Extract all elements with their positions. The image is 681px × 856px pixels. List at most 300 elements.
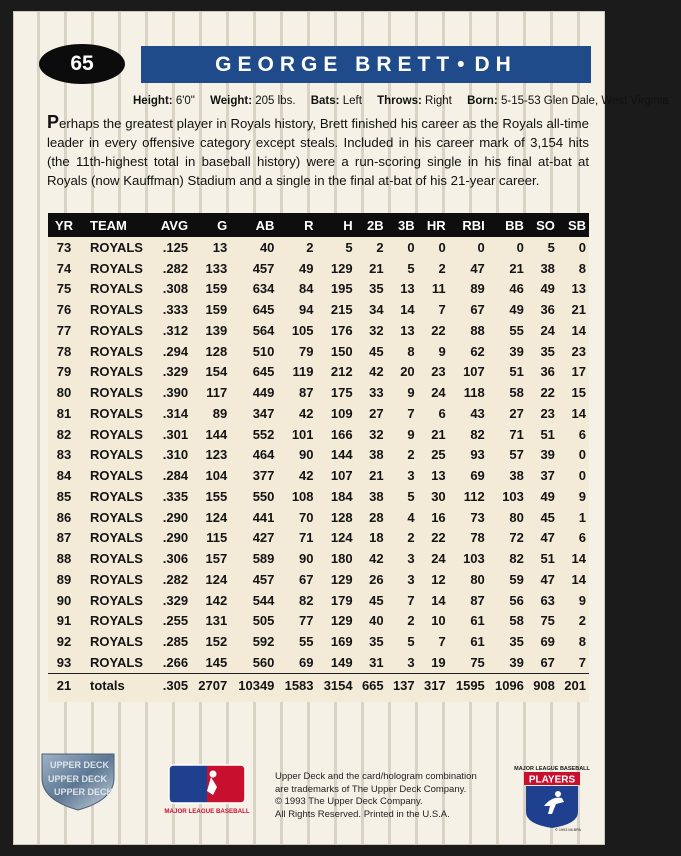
stats-cell-hr: 25 xyxy=(431,447,446,463)
stats-cell-team: ROYALS xyxy=(90,488,143,504)
stats-cell-sb: 0 xyxy=(578,468,586,484)
stats-cell-rbi: 93 xyxy=(470,447,485,463)
stats-cell-3b: 14 xyxy=(400,302,415,318)
stats-cell-3b: 4 xyxy=(407,509,415,525)
stats-cell-3b: 7 xyxy=(407,592,415,608)
stats-cell-ab: 589 xyxy=(252,551,275,567)
stats-cell-so: 47 xyxy=(540,571,555,587)
stats-header-avg: AVG xyxy=(154,213,191,237)
stats-row xyxy=(48,486,589,507)
stats-cell-g: 159 xyxy=(205,302,228,318)
stats-cell-team: ROYALS xyxy=(90,322,143,338)
stats-cell-2b: 42 xyxy=(369,551,384,567)
stats-cell-sb: 0 xyxy=(578,447,586,463)
born-label: Born: xyxy=(467,95,498,107)
stats-cell-bb: 82 xyxy=(509,551,524,567)
stats-row xyxy=(48,362,589,383)
stats-cell-hr: 10 xyxy=(431,613,446,629)
stats-cell-hr: 23 xyxy=(431,364,446,380)
stats-cell-h: 128 xyxy=(330,509,353,525)
stats-cell-so: 38 xyxy=(540,260,555,276)
stats-cell-rbi: 107 xyxy=(463,364,485,380)
stats-cell-hr: 14 xyxy=(431,592,446,608)
stats-cell-2b: 45 xyxy=(369,592,384,608)
stats-cell-hr: 12 xyxy=(431,571,446,587)
stats-cell-yr: 74 xyxy=(56,260,72,276)
stats-cell-rbi: 62 xyxy=(470,343,485,359)
stats-row xyxy=(48,548,589,569)
stats-row xyxy=(48,528,589,549)
stats-cell-avg: .306 xyxy=(162,551,189,567)
upper-deck-hologram-logo xyxy=(38,748,118,812)
stats-cell-3b: 5 xyxy=(407,634,415,650)
stats-cell-ab: 10349 xyxy=(230,673,277,697)
stats-header-3b: 3B xyxy=(387,213,418,237)
stats-cell-bb: 35 xyxy=(509,634,524,650)
stats-cell-bb: 59 xyxy=(509,571,524,587)
stats-cell-avg: .282 xyxy=(162,260,189,276)
stats-cell-ab: 441 xyxy=(252,509,275,525)
stats-cell-h: 180 xyxy=(330,551,353,567)
stats-cell-hr: 0 xyxy=(438,239,446,255)
stats-cell-r: 119 xyxy=(292,364,314,380)
stats-cell-sb: 201 xyxy=(558,673,589,697)
stats-row xyxy=(48,341,589,362)
stats-cell-so: 39 xyxy=(540,447,555,463)
stats-cell-2b: 32 xyxy=(369,322,384,338)
stats-cell-ab: 40 xyxy=(259,239,275,255)
stats-cell-rbi: 75 xyxy=(470,654,485,670)
stats-cell-avg: .390 xyxy=(162,385,189,401)
stats-cell-g: 157 xyxy=(205,551,228,567)
stats-cell-hr: 19 xyxy=(431,654,446,670)
stats-cell-3b: 8 xyxy=(407,343,415,359)
stats-cell-yr: 80 xyxy=(56,385,72,401)
legal-line: © 1993 The Upper Deck Company. xyxy=(275,796,423,807)
stats-row xyxy=(48,465,589,486)
stats-cell-yr: 86 xyxy=(56,509,72,525)
stats-cell-2b: 35 xyxy=(369,281,384,297)
stats-cell-sb: 14 xyxy=(571,571,586,587)
stats-cell-yr: 78 xyxy=(56,343,72,359)
stats-cell-g: 154 xyxy=(205,364,228,380)
stats-cell-r: 71 xyxy=(299,530,314,546)
stats-cell-team: ROYALS xyxy=(90,426,143,442)
weight-value: 205 lbs. xyxy=(255,95,296,107)
stats-header-g: G xyxy=(191,213,230,237)
stats-cell-rbi: 103 xyxy=(463,551,485,567)
stats-cell-team: ROYALS xyxy=(90,281,143,297)
stats-cell-2b: 34 xyxy=(369,302,384,318)
stats-header-yr: YR xyxy=(48,213,80,237)
players-logo-word: PLAYERS xyxy=(528,774,576,786)
stats-cell-ab: 552 xyxy=(252,426,275,442)
stats-cell-g: 155 xyxy=(205,488,228,504)
stats-cell-team: ROYALS xyxy=(90,571,143,587)
stats-cell-3b: 2 xyxy=(407,613,415,629)
stats-cell-yr: 21 xyxy=(48,673,80,697)
stats-cell-avg: .282 xyxy=(162,571,189,587)
stats-cell-r: 67 xyxy=(299,571,314,587)
stats-row xyxy=(48,652,589,673)
stats-cell-ab: 564 xyxy=(252,322,275,338)
stats-cell-r: 108 xyxy=(291,488,314,504)
name-separator: • xyxy=(457,52,471,76)
stats-row xyxy=(48,507,589,528)
stats-cell-sb: 9 xyxy=(578,592,586,608)
stats-cell-h: 169 xyxy=(330,634,353,650)
stats-cell-bb: 27 xyxy=(509,405,524,421)
legal-notice xyxy=(275,771,511,821)
stats-cell-bb: 49 xyxy=(509,302,524,318)
stats-cell-hr: 22 xyxy=(431,322,446,338)
stats-cell-bb: 21 xyxy=(509,260,524,276)
stats-cell-hr: 2 xyxy=(438,260,446,276)
stats-cell-team: ROYALS xyxy=(90,551,143,567)
stats-cell-yr: 88 xyxy=(56,551,72,567)
stats-cell-so: 23 xyxy=(540,405,555,421)
stats-cell-h: 129 xyxy=(330,260,353,276)
stats-cell-bb: 58 xyxy=(509,385,524,401)
stats-cell-avg: .329 xyxy=(162,364,189,380)
stats-cell-hr: 16 xyxy=(431,509,446,525)
stats-cell-ab: 592 xyxy=(252,634,275,650)
stats-row xyxy=(48,320,589,341)
stats-cell-r: 49 xyxy=(299,260,314,276)
stats-cell-bb: 0 xyxy=(516,239,524,255)
stats-cell-rbi: 89 xyxy=(470,281,485,297)
stats-cell-2b: 21 xyxy=(369,260,384,276)
stats-cell-avg: .314 xyxy=(162,405,189,421)
stats-cell-team: ROYALS xyxy=(90,530,143,546)
stats-cell-hr: 7 xyxy=(438,302,446,318)
stats-cell-yr: 87 xyxy=(56,530,72,546)
stats-cell-sb: 2 xyxy=(578,613,586,629)
stats-cell-so: 37 xyxy=(540,468,555,484)
stats-cell-sb: 17 xyxy=(571,364,586,380)
stats-cell-hr: 9 xyxy=(438,343,446,359)
stats-cell-3b: 0 xyxy=(407,239,415,255)
stats-cell-r: 84 xyxy=(299,281,314,297)
stats-header-2b: 2B xyxy=(356,213,387,237)
stats-row xyxy=(48,569,589,590)
stats-cell-g: 104 xyxy=(205,468,228,484)
stats-cell-so: 36 xyxy=(540,364,555,380)
throws-value: Right xyxy=(425,95,452,107)
player-position: DH xyxy=(474,52,517,76)
stats-cell-g: 131 xyxy=(205,613,228,629)
hologram-text-3: UPPER DECK xyxy=(54,787,114,797)
stats-cell-h: 109 xyxy=(330,405,353,421)
stats-header-row xyxy=(48,213,589,237)
stats-cell-sb: 1 xyxy=(578,509,586,525)
stats-cell-2b: 27 xyxy=(369,405,384,421)
stats-cell-bb: 39 xyxy=(509,654,524,670)
stats-header-team: TEAM xyxy=(80,213,154,237)
stats-cell-2b: 35 xyxy=(369,634,384,650)
stats-cell-team: ROYALS xyxy=(90,343,143,359)
stats-cell-sb: 14 xyxy=(571,551,586,567)
stats-cell-3b: 2 xyxy=(407,447,415,463)
stats-header-sb: SB xyxy=(558,213,589,237)
stats-row xyxy=(48,424,589,445)
stats-row xyxy=(48,279,589,300)
stats-cell-3b: 2 xyxy=(407,530,415,546)
stats-cell-2b: 28 xyxy=(369,509,384,525)
stats-cell-bb: 103 xyxy=(502,488,524,504)
stats-cell-r: 101 xyxy=(291,426,314,442)
stats-cell-avg: .266 xyxy=(162,654,189,670)
stats-cell-h: 212 xyxy=(330,364,353,380)
stats-cell-h: 124 xyxy=(330,530,353,546)
stats-cell-3b: 3 xyxy=(407,571,415,587)
stats-cell-rbi: 0 xyxy=(477,239,485,255)
stats-cell-r: 77 xyxy=(299,613,314,629)
stats-cell-3b: 3 xyxy=(407,654,415,670)
stats-cell-sb: 15 xyxy=(571,385,586,401)
stats-cell-so: 63 xyxy=(540,592,555,608)
stats-cell-bb: 1096 xyxy=(488,673,527,697)
stats-cell-rbi: 73 xyxy=(470,509,485,525)
stats-cell-h: 179 xyxy=(330,592,353,608)
stats-cell-avg: .284 xyxy=(162,468,189,484)
stats-cell-rbi: 82 xyxy=(470,426,485,442)
stats-cell-avg: .290 xyxy=(162,530,189,546)
stats-cell-rbi: 47 xyxy=(470,260,485,276)
stats-cell-bb: 38 xyxy=(509,468,524,484)
stats-cell-so: 49 xyxy=(540,488,555,504)
stats-cell-2b: 31 xyxy=(369,654,384,670)
stats-cell-g: 142 xyxy=(205,592,228,608)
stats-cell-bb: 51 xyxy=(509,364,524,380)
career-stats-box xyxy=(48,213,589,702)
stats-cell-avg: .310 xyxy=(162,447,189,463)
stats-cell-g: 124 xyxy=(205,571,228,587)
stats-header-r: R xyxy=(277,213,316,237)
stats-cell-h: 195 xyxy=(330,281,353,297)
stats-cell-sb: 6 xyxy=(578,530,586,546)
stats-cell-avg: .125 xyxy=(162,239,189,255)
stats-cell-r: 90 xyxy=(299,551,314,567)
stats-cell-team: ROYALS xyxy=(90,302,143,318)
stats-cell-2b: 45 xyxy=(369,343,384,359)
stats-cell-3b: 7 xyxy=(407,405,415,421)
stats-cell-g: 128 xyxy=(205,343,228,359)
stats-cell-ab: 457 xyxy=(252,260,275,276)
stats-cell-hr: 6 xyxy=(438,405,446,421)
players-logo-top-text: MAJOR LEAGUE BASEBALL xyxy=(514,766,590,772)
stats-row xyxy=(48,611,589,632)
stats-cell-yr: 91 xyxy=(56,613,72,629)
stats-cell-yr: 82 xyxy=(56,426,72,442)
stats-cell-rbi: 1595 xyxy=(449,673,488,697)
born-value: 5-15-53 Glen Dale, West Virginia xyxy=(500,95,669,107)
stats-cell-ab: 464 xyxy=(252,447,275,463)
stats-cell-hr: 7 xyxy=(438,634,446,650)
stats-cell-so: 908 xyxy=(527,673,558,697)
stats-cell-3b: 9 xyxy=(407,385,415,401)
stats-cell-sb: 14 xyxy=(571,322,586,338)
legal-line: are trademarks of The Upper Deck Company. xyxy=(275,783,467,795)
player-bio xyxy=(47,113,589,190)
stats-cell-r: 79 xyxy=(299,343,314,359)
stats-cell-yr: 83 xyxy=(56,447,72,463)
stats-cell-rbi: 69 xyxy=(470,468,485,484)
stats-cell-r: 90 xyxy=(299,447,314,463)
stats-header-bb: BB xyxy=(488,213,527,237)
stats-cell-so: 69 xyxy=(540,634,555,650)
stats-cell-yr: 75 xyxy=(56,281,72,297)
stats-row xyxy=(48,631,589,652)
stats-row xyxy=(48,445,589,466)
stats-cell-ab: 634 xyxy=(252,281,275,297)
stats-cell-yr: 79 xyxy=(56,364,72,380)
stats-cell-2b: 38 xyxy=(369,447,384,463)
stats-cell-rbi: 80 xyxy=(470,571,485,587)
stats-cell-r: 1583 xyxy=(277,673,316,697)
stats-cell-sb: 9 xyxy=(578,488,586,504)
stats-cell-h: 184 xyxy=(330,488,353,504)
stats-cell-yr: 92 xyxy=(56,634,72,650)
stats-cell-avg: .294 xyxy=(162,343,189,359)
stats-cell-h: 3154 xyxy=(317,673,356,697)
stats-cell-g: 123 xyxy=(205,447,228,463)
stats-cell-ab: 457 xyxy=(252,571,275,587)
stats-cell-g: 117 xyxy=(206,385,228,401)
stats-cell-sb: 6 xyxy=(578,426,586,442)
stats-cell-2b: 21 xyxy=(369,468,384,484)
stats-row xyxy=(48,237,589,258)
stats-cell-h: 215 xyxy=(330,302,353,318)
stats-cell-rbi: 88 xyxy=(470,322,485,338)
stats-cell-hr: 13 xyxy=(431,468,446,484)
stats-cell-2b: 26 xyxy=(369,571,384,587)
stats-cell-3b: 137 xyxy=(387,673,418,697)
stats-cell-ab: 510 xyxy=(252,343,275,359)
height-label: Height: xyxy=(133,95,173,107)
stats-cell-hr: 22 xyxy=(431,530,446,546)
stats-cell-g: 152 xyxy=(205,634,228,650)
stats-cell-g: 2707 xyxy=(191,673,230,697)
stats-cell-3b: 3 xyxy=(407,468,415,484)
bio-drop-letter: P xyxy=(47,112,60,132)
stats-cell-ab: 377 xyxy=(252,468,275,484)
stats-cell-g: 159 xyxy=(205,281,228,297)
stats-cell-team: ROYALS xyxy=(90,634,143,650)
stats-cell-team: ROYALS xyxy=(90,592,143,608)
stats-cell-ab: 560 xyxy=(252,654,275,670)
stats-row xyxy=(48,382,589,403)
stats-cell-hr: 24 xyxy=(431,551,446,567)
stats-cell-ab: 505 xyxy=(252,613,275,629)
stats-cell-so: 49 xyxy=(540,281,555,297)
players-association-logo xyxy=(514,762,590,832)
stats-cell-bb: 46 xyxy=(509,281,524,297)
stats-cell-2b: 38 xyxy=(369,488,384,504)
stats-cell-sb: 8 xyxy=(578,634,586,650)
stats-cell-yr: 81 xyxy=(56,405,72,421)
stats-cell-so: 35 xyxy=(540,343,555,359)
stats-cell-so: 5 xyxy=(547,239,555,255)
stats-cell-sb: 8 xyxy=(578,260,586,276)
stats-cell-g: 139 xyxy=(205,322,228,338)
players-logo-fine: © 1993 MLBPA xyxy=(555,828,581,832)
stats-cell-hr: 30 xyxy=(431,488,446,504)
stats-cell-team: ROYALS xyxy=(90,385,143,401)
stats-cell-team: ROYALS xyxy=(90,509,143,525)
stats-cell-3b: 13 xyxy=(400,281,415,297)
stats-cell-bb: 80 xyxy=(509,509,524,525)
stats-cell-avg: .301 xyxy=(162,426,189,442)
stats-cell-team: ROYALS xyxy=(90,613,143,629)
stats-cell-so: 47 xyxy=(540,530,555,546)
stats-cell-r: 55 xyxy=(299,634,314,650)
stats-row xyxy=(48,590,589,611)
stats-cell-r: 69 xyxy=(299,654,314,670)
stats-cell-so: 67 xyxy=(540,654,555,670)
stats-cell-sb: 7 xyxy=(578,654,586,670)
stats-cell-rbi: 61 xyxy=(470,634,485,650)
stats-cell-avg: .255 xyxy=(162,613,189,629)
stats-cell-ab: 427 xyxy=(252,530,275,546)
stats-cell-bb: 71 xyxy=(509,426,524,442)
player-vitals xyxy=(133,95,669,107)
player-name: GEORGE BRETT xyxy=(215,52,456,76)
stats-cell-2b: 2 xyxy=(376,239,384,255)
stats-cell-bb: 58 xyxy=(509,613,524,629)
bats-label: Bats: xyxy=(310,95,340,107)
stats-cell-hr: 21 xyxy=(431,426,446,442)
stats-cell-sb: 0 xyxy=(578,239,586,255)
stats-cell-so: 45 xyxy=(540,509,555,525)
stats-cell-yr: 89 xyxy=(56,571,72,587)
legal-line: All Rights Reserved. Printed in the U.S.A. xyxy=(275,808,450,820)
stats-cell-3b: 20 xyxy=(400,364,415,380)
stats-cell-ab: 449 xyxy=(252,385,275,401)
stats-cell-rbi: 78 xyxy=(470,530,485,546)
stats-cell-h: 107 xyxy=(330,468,353,484)
stats-cell-h: 175 xyxy=(330,385,353,401)
stats-cell-so: 75 xyxy=(540,613,555,629)
stats-cell-sb: 23 xyxy=(571,343,586,359)
stats-cell-yr: 73 xyxy=(56,239,72,255)
stats-cell-3b: 13 xyxy=(400,322,415,338)
stats-cell-3b: 9 xyxy=(407,426,415,442)
stats-cell-rbi: 43 xyxy=(470,405,485,421)
stats-cell-h: 5 xyxy=(345,239,353,255)
stats-cell-so: 51 xyxy=(540,551,555,567)
stats-cell-2b: 33 xyxy=(369,385,384,401)
stats-cell-2b: 32 xyxy=(369,426,384,442)
stats-cell-r: 105 xyxy=(291,322,314,338)
stats-cell-h: 166 xyxy=(330,426,353,442)
stats-cell-h: 129 xyxy=(330,571,353,587)
stats-cell-bb: 55 xyxy=(509,322,524,338)
stats-header-h: H xyxy=(317,213,356,237)
stats-cell-ab: 544 xyxy=(252,592,275,608)
stats-row xyxy=(48,299,589,320)
stats-cell-avg: .285 xyxy=(162,634,189,650)
height-value: 6'0" xyxy=(175,95,195,107)
stats-cell-r: 42 xyxy=(299,405,314,421)
card-number-oval xyxy=(39,44,125,84)
stats-cell-3b: 5 xyxy=(407,260,415,276)
stats-cell-team: ROYALS xyxy=(90,447,143,463)
stats-cell-r: 2 xyxy=(306,239,314,255)
stats-cell-g: 13 xyxy=(212,239,228,255)
stats-cell-so: 51 xyxy=(540,426,555,442)
stats-cell-r: 82 xyxy=(299,592,314,608)
